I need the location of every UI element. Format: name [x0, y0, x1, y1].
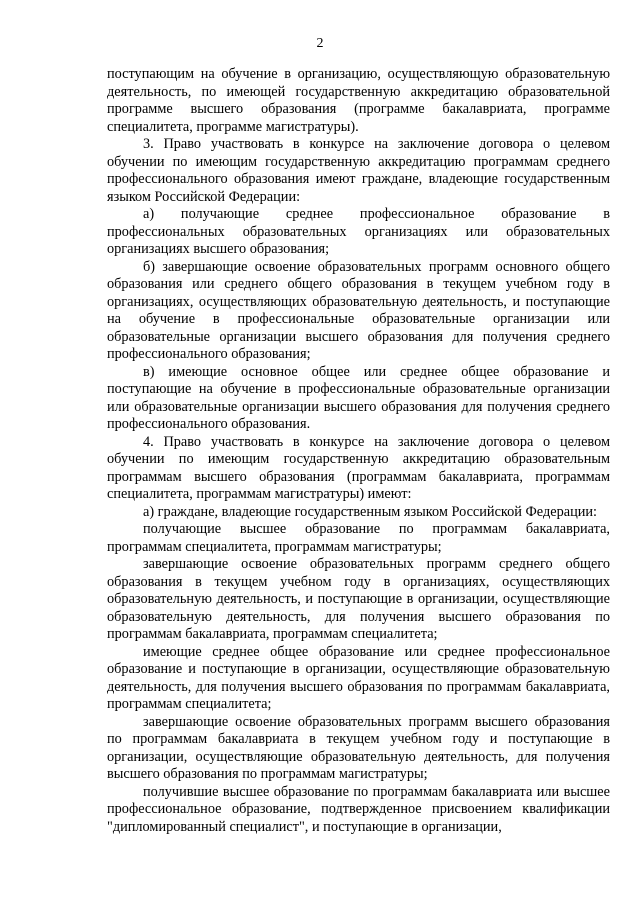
document-body [107, 66, 610, 836]
paragraph-item: завершающие освоение образовательных программ высшего образования по программам бакалавриата в текущем учебном году и поступающие в организации, осуществляющие образовательную деятельность, для получения высшего образования по программам магистратуры; [107, 713, 610, 782]
paragraph-item: завершающие освоение образовательных программ среднего общего образования в текущем учебном году в организациях, осуществляющих образовательную деятельность, и поступающие в организации, осуществляющие образовательную деятельность, для получения высшего образования по программам бакалавриата, программам специалитета; [107, 556, 610, 642]
paragraph-clause-3a: а) получающие среднее профессиональное образование в профессиональных образовательных организациях или образовательных организациях высшего образования; [107, 206, 610, 257]
paragraph-clause-3v: в) имеющие основное общее или среднее общее образование и поступающие на обучение в профессиональные образовательные организации или образовательные организации высшего образования для получения среднего профессионального образования. [107, 363, 610, 432]
paragraph-item: получившие высшее образование по программам бакалавриата или высшее профессиональное образование, подтвержденное присвоением квалификации "дипломированный специалист", и поступающие в организации, [107, 783, 610, 835]
paragraph-item: получающие высшее образование по программам бакалавриата, программам специалитета, программам магистратуры; [107, 521, 610, 555]
paragraph-clause-3b: б) завершающие освоение образовательных программ основного общего образования или среднего общего образования в текущем учебном году в организациях, осуществляющих образовательную деятельность, и поступающие на обучение в профессиональные образовательные организации или образовательные организации высшего образования для получения среднего профессионального образования; [107, 258, 610, 362]
page-number: 2 [316, 36, 324, 51]
paragraph-clause-4a: а) граждане, владеющие государственным языком Российской Федерации: [143, 503, 597, 520]
paragraph-continuation: поступающим на обучение в организацию, осуществляющую образовательную деятельность, по имеющей государственную аккредитацию образовательной программе высшего образования (программе бакалавриата, программе специалитета, программе магистратуры). [107, 66, 610, 135]
paragraph-clause-4: 4. Право участвовать в конкурсе на заключение договора о целевом обучении по имеющим государственную аккредитацию образовательным программам высшего образования (программам бакалавриата, программам специалитета, программам магистратуры) имеют: [107, 433, 610, 502]
paragraph-item: имеющие среднее общее образование или среднее профессиональное образование и поступающие в организации, осуществляющие образовательную деятельность, для получения высшего образования по программам бакалавриата, программам специалитета; [107, 643, 610, 712]
paragraph-clause-3: 3. Право участвовать в конкурсе на заключение договора о целевом обучении по имеющим государственную аккредитацию программам среднего профессионального образования имеют граждане, владеющие государственным языком Российской Федерации: [107, 136, 610, 205]
